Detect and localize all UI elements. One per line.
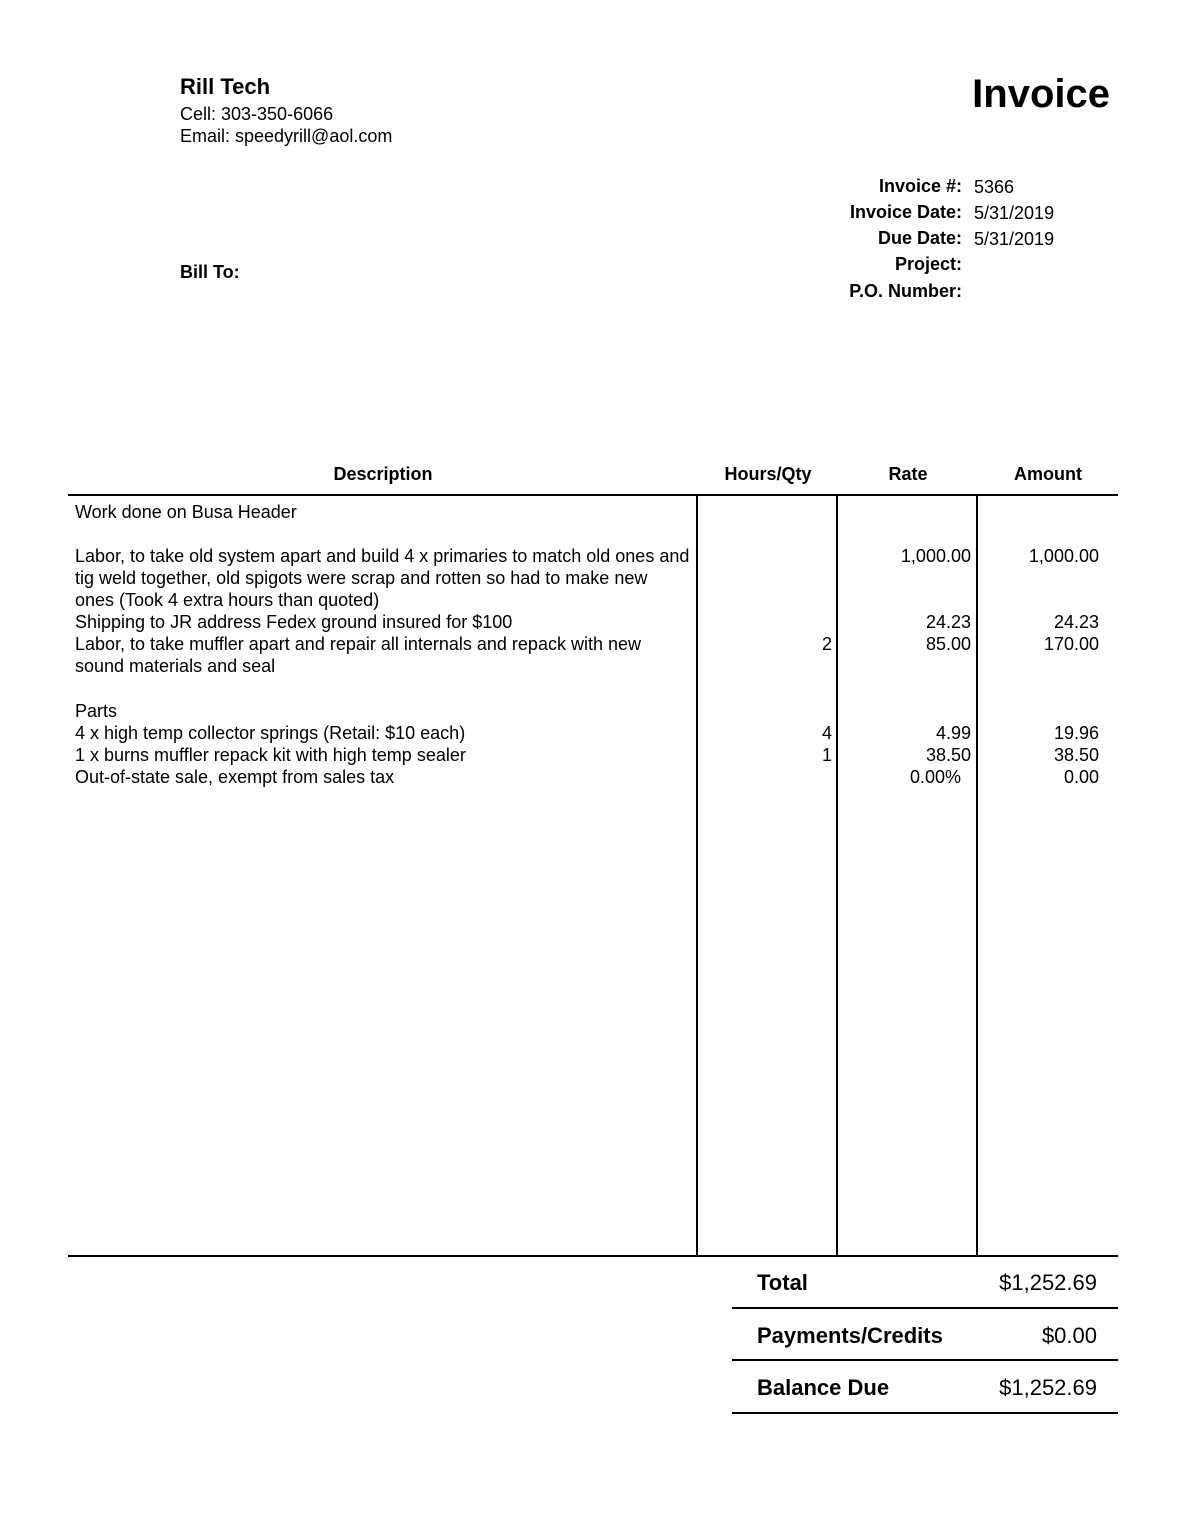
table-row-description: Labor, to take muffler apart and repair all internals and repack with new sound materials and seal — [75, 634, 641, 676]
table-row-qty: 1 — [821, 745, 832, 765]
table-row-amount: 19.96 — [1053, 723, 1099, 743]
table-row-description: Parts — [75, 701, 118, 721]
company-email: Email: speedyrill@aol.com — [180, 126, 393, 146]
totals-rule — [732, 1359, 1118, 1361]
table-row-qty: 2 — [821, 634, 832, 654]
table-row-description: 1 x burns muffler repack kit with high temp sealer — [75, 745, 466, 765]
column-divider — [976, 496, 978, 1256]
table-row-rate: 38.50 — [925, 745, 971, 765]
balance-due-value: $1,252.69 — [999, 1375, 1097, 1400]
table-row-rate: 0.00% — [909, 767, 961, 787]
table-row-description: Shipping to JR address Fedex ground insured for $100 — [75, 612, 513, 632]
column-header-qty: Hours/Qty — [724, 464, 812, 484]
po-number-label: P.O. Number: — [849, 281, 962, 301]
invoice-number: 5366 — [974, 177, 1015, 197]
document-title: Invoice — [972, 72, 1110, 116]
totals-rule — [732, 1412, 1118, 1414]
invoice-date-label: Invoice Date: — [849, 202, 962, 222]
table-row-rate: 4.99 — [935, 723, 971, 743]
table-row-description: Out-of-state sale, exempt from sales tax — [75, 767, 395, 787]
table-row-amount: 0.00 — [1063, 767, 1099, 787]
project-label: Project: — [894, 254, 962, 274]
due-date-label: Due Date: — [877, 228, 962, 248]
invoice-date: 5/31/2019 — [974, 203, 1055, 223]
table-bottom-rule — [68, 1255, 1118, 1257]
payments-credits-value: $0.00 — [1041, 1323, 1097, 1348]
column-header-rate: Rate — [888, 464, 928, 484]
total-label: Total — [757, 1270, 808, 1295]
due-date: 5/31/2019 — [974, 229, 1055, 249]
table-row-amount: 1,000.00 — [1028, 546, 1099, 566]
table-header-rule — [68, 494, 1118, 496]
table-row-description: 4 x high temp collector springs (Retail: $10 each) — [75, 723, 466, 743]
table-row-qty: 4 — [821, 723, 832, 743]
table-row-amount: 170.00 — [1043, 634, 1099, 654]
balance-due-label: Balance Due — [757, 1375, 890, 1400]
bill-to-label: Bill To: — [180, 262, 240, 282]
total-value: $1,252.69 — [999, 1270, 1097, 1295]
company-name: Rill Tech — [180, 74, 271, 99]
company-cell: Cell: 303-350-6066 — [180, 104, 334, 124]
table-row-amount: 24.23 — [1053, 612, 1099, 632]
table-row-description: Work done on Busa Header — [75, 502, 297, 522]
table-row-amount: 38.50 — [1053, 745, 1099, 765]
table-row-rate: 24.23 — [925, 612, 971, 632]
column-header-amount: Amount — [1014, 464, 1082, 484]
column-divider — [696, 496, 698, 1256]
table-row-rate: 85.00 — [925, 634, 971, 654]
column-header-description: Description — [333, 464, 433, 484]
totals-rule — [732, 1307, 1118, 1309]
column-divider — [836, 496, 838, 1256]
payments-credits-label: Payments/Credits — [757, 1323, 943, 1348]
table-row-rate: 1,000.00 — [900, 546, 971, 566]
invoice-number-label: Invoice #: — [878, 176, 962, 196]
table-row-description: Labor, to take old system apart and build 4 x primaries to match old ones and tig weld together, old spigots were scrap and rotten so had to make new ones (Took 4 extra hours than quoted) — [75, 546, 690, 610]
